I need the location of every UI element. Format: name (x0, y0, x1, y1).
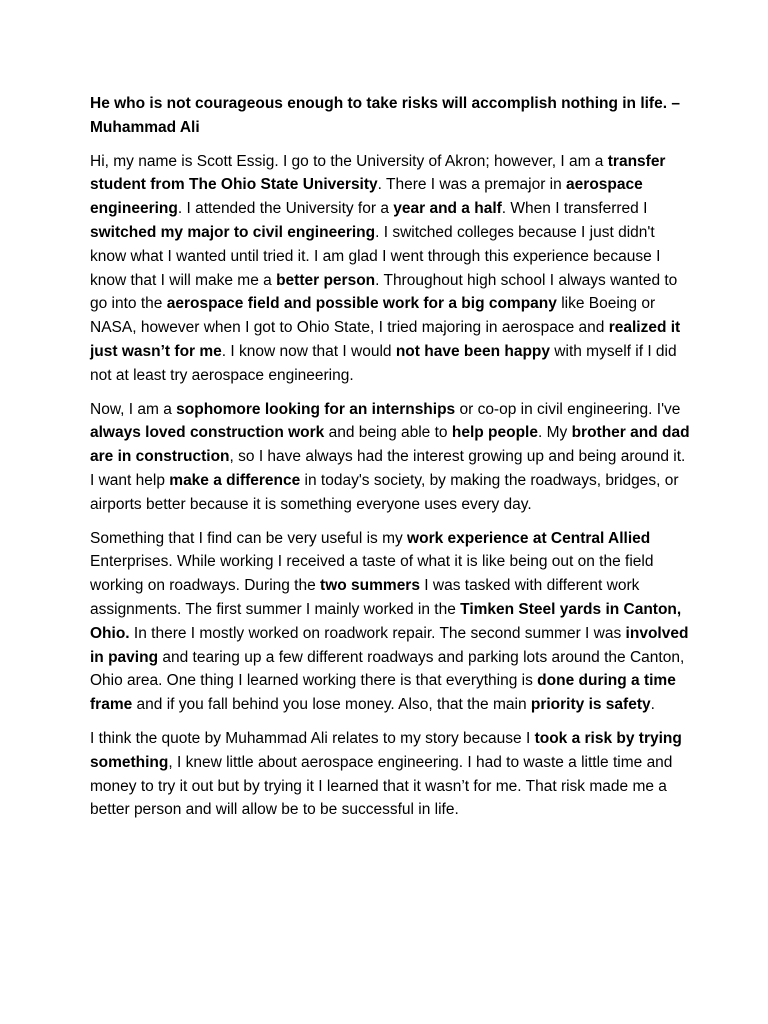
text-run: . When I transferred I (501, 200, 648, 218)
bold-text-run: better person (276, 271, 376, 289)
text-run: . My (537, 424, 572, 442)
text-run: . I know now that I would (221, 342, 396, 360)
bold-text-run: brother and dad are in construction (90, 424, 690, 466)
essay-body (90, 150, 690, 823)
text-run: . Throughout high school I always wanted to go into the (90, 271, 678, 313)
text-run: Now, I am a (90, 400, 177, 418)
text-run: , so I have always had the interest growing up and being around it. I want help (90, 448, 686, 489)
text-run: , I knew little about aerospace engineering. I had to waste a little time and money to try it out but by trying it I learned that it wasn’t for me. That risk made me a better person and will allow be to be successful in life. (90, 753, 673, 819)
text-run: in today's society, by making the roadways, bridges, or airports better because it is something everyone uses every day. (90, 471, 679, 513)
text-run: . (650, 696, 655, 714)
document-page (90, 92, 690, 832)
text-run: Hi, my name is Scott Essig. I go to the University of Akron; however, I am a (90, 152, 608, 170)
text-run: or co-op in civil engineering. I've (455, 400, 681, 418)
text-run: and tearing up a few different roadways and parking lots around the Canton, Ohio area. One thing I learned working there is that everything is (90, 648, 685, 690)
opening-quote: He who is not courageous enough to take risks will accomplish nothing in life. – Muhammad Ali (90, 95, 680, 136)
bold-text-run: aerospace engineering (90, 176, 643, 218)
text-run: . I switched colleges because I just didn't know what I wanted until tried it. I am glad I went through this experience because I know that I will make me a (90, 223, 661, 289)
bold-text-run: help people (451, 424, 538, 442)
bold-text-run: make a difference (169, 471, 301, 489)
bold-text-run: transfer student from The Ohio State University (90, 152, 666, 194)
bold-text-run: aerospace field and possible work for a big company (166, 295, 557, 313)
body-paragraph (90, 527, 690, 717)
text-run: with myself if I did not at least try aerospace engineering. (90, 342, 677, 384)
text-run: In there I mostly worked on roadwork repair. The second summer I was (129, 624, 626, 642)
text-run: Something that I find can be very useful is my (90, 529, 408, 547)
body-paragraph (90, 398, 690, 517)
bold-text-run: done during a time frame (90, 672, 676, 714)
text-run: and being able to (324, 424, 452, 442)
bold-text-run: involved in paving (90, 624, 689, 666)
text-run: and if you fall behind you lose money. Also, that the main (132, 696, 531, 714)
bold-text-run: not have been happy (395, 342, 550, 360)
text-run: like Boeing or NASA, however when I got to Ohio State, I tried majoring in aerospace and (90, 295, 656, 337)
text-run: I think the quote by Muhammad Ali relates to my story because I (90, 729, 535, 747)
bold-text-run: year and a half (393, 200, 502, 218)
bold-text-run: realized it just wasn’t for me (90, 319, 681, 360)
body-paragraph (90, 150, 690, 388)
bold-text-run: took a risk by trying something (90, 729, 682, 771)
bold-text-run: priority is safety (530, 696, 651, 714)
text-run: Enterprises. While working I received a taste of what it is like being out on the field working on roadways. During the (90, 553, 654, 595)
bold-text-run: Timken Steel yards in Canton, Ohio. (90, 600, 682, 642)
text-run: . There I was a premajor in (377, 176, 567, 194)
bold-text-run: two summers (320, 577, 420, 595)
bold-text-run: always loved construction work (90, 424, 325, 442)
bold-text-run: work experience at Central Allied (407, 529, 651, 547)
text-run: I was tasked with different work assignments. The first summer I mainly worked in the (90, 577, 640, 618)
bold-text-run: sophomore looking for an internships (176, 400, 456, 418)
body-paragraph (90, 727, 690, 822)
text-run: . I attended the University for a (177, 200, 394, 218)
bold-text-run: switched my major to civil engineering (90, 223, 376, 241)
